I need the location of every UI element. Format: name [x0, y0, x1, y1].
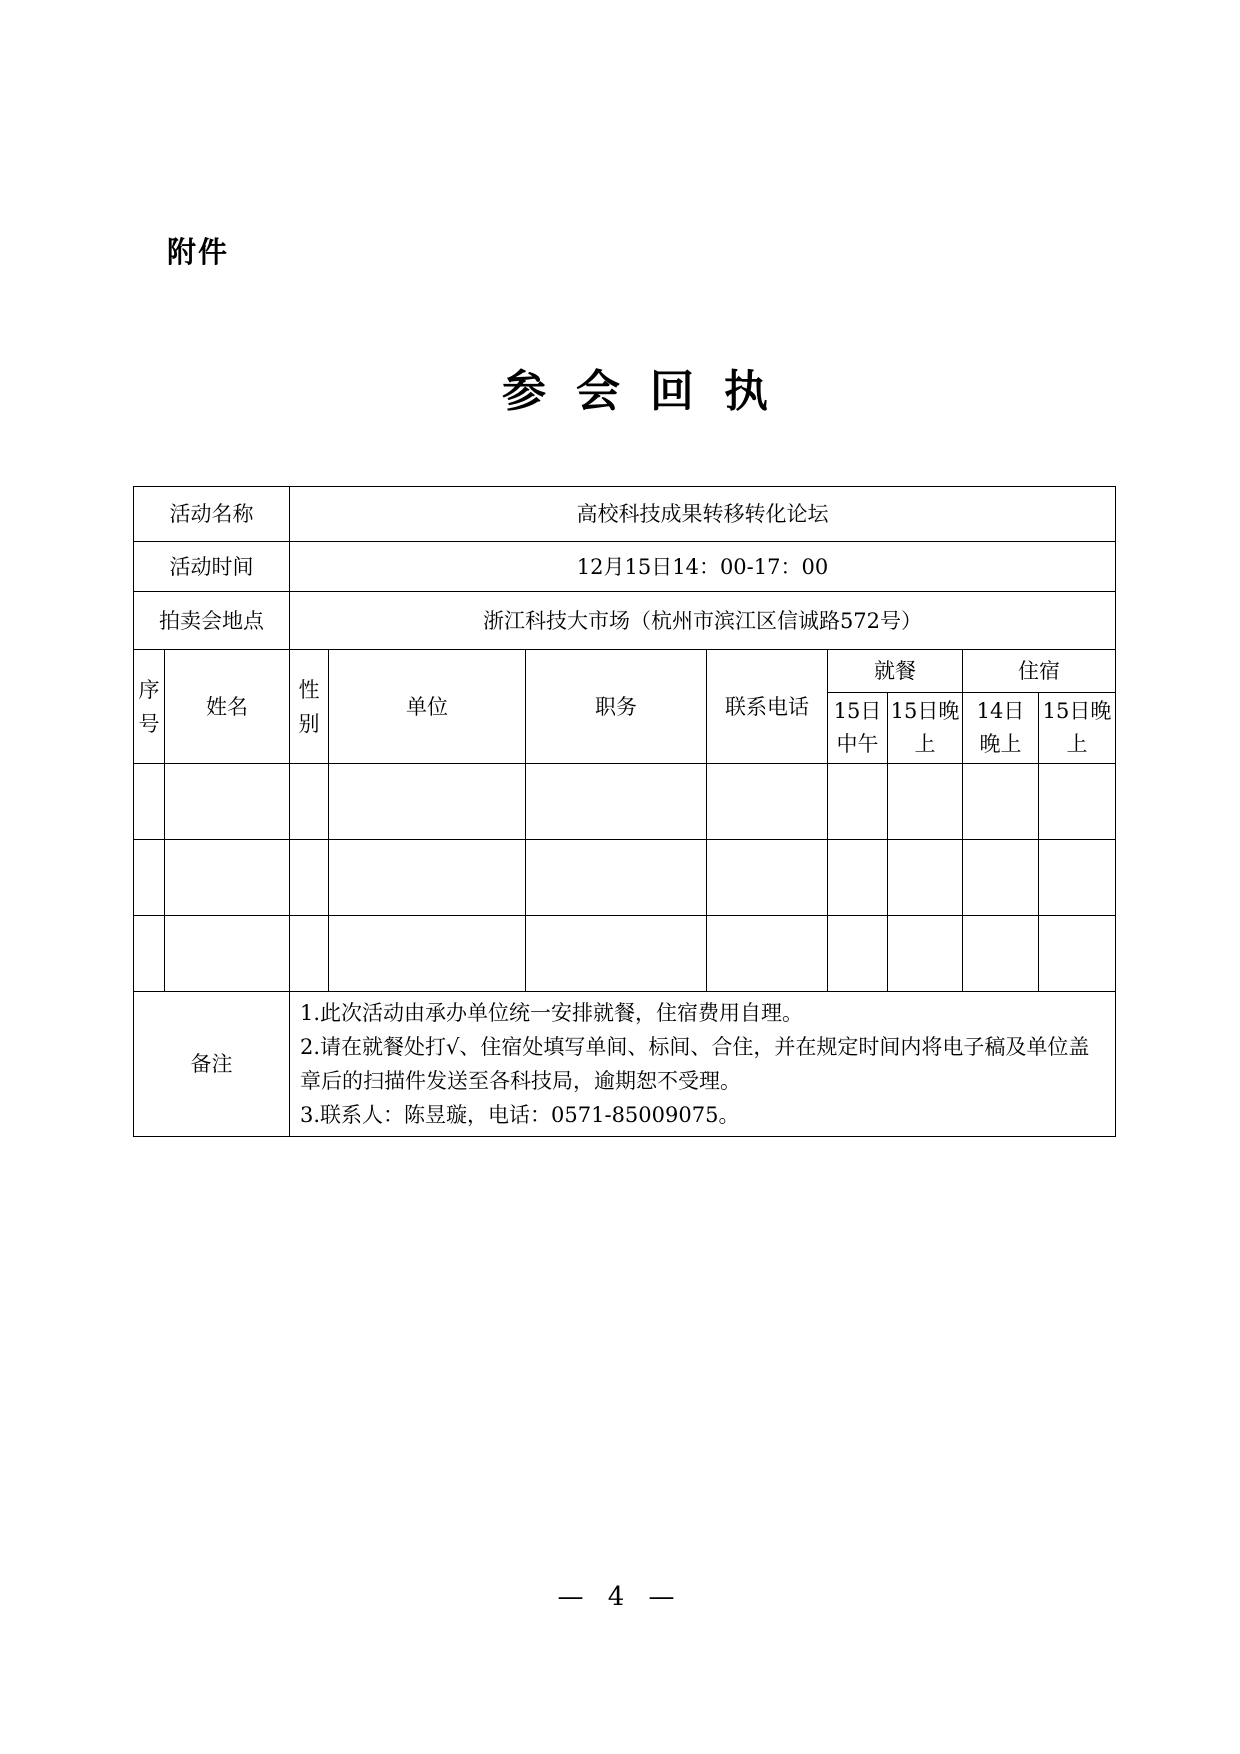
activity-name-value: 高校科技成果转移转化论坛 — [290, 487, 1116, 542]
activity-name-label: 活动名称 — [134, 487, 290, 542]
cell-meal-noon[interactable] — [828, 764, 888, 840]
col-gender-line1: 性 — [298, 677, 320, 702]
attachment-label: 附件 — [167, 235, 230, 269]
venue-label: 拍卖会地点 — [134, 592, 290, 650]
cell-lodge-14[interactable] — [963, 916, 1039, 992]
cell-lodge-14[interactable] — [963, 764, 1039, 840]
col-lodge-14-line1: 14日 — [976, 699, 1025, 723]
col-lodge-15-line2: 上 — [1066, 732, 1088, 756]
page-title: 参会回执 — [502, 366, 798, 417]
cell-gender[interactable] — [290, 764, 329, 840]
note-item-1: 1.此次活动由承办单位统一安排就餐，住宿费用自理。 — [300, 1001, 804, 1025]
activity-time-label: 活动时间 — [134, 542, 290, 592]
cell-phone[interactable] — [707, 840, 828, 916]
cell-name[interactable] — [165, 764, 290, 840]
col-meal-15-evening — [888, 693, 963, 764]
cell-name[interactable] — [165, 916, 290, 992]
note-item-2: 2.请在就餐处打√、住宿处填写单间、标间、合住，并在规定时间内将电子稿及单位盖章后的扫描件发送至各科技局，逾期恕不受理。 — [300, 1035, 1090, 1093]
col-name-header: 姓名 — [165, 650, 290, 764]
cell-seq[interactable] — [134, 916, 165, 992]
cell-seq[interactable] — [134, 764, 165, 840]
cell-meal-noon[interactable] — [828, 916, 888, 992]
col-meal-15-eve-line2: 上 — [914, 732, 936, 756]
notes-label: 备注 — [134, 992, 290, 1137]
cell-meal-evening[interactable] — [888, 764, 963, 840]
cell-unit[interactable] — [329, 840, 526, 916]
col-lodge-15-evening — [1039, 693, 1116, 764]
cell-phone[interactable] — [707, 916, 828, 992]
registration-form-table — [133, 486, 1116, 1137]
col-lodging-header: 住宿 — [963, 650, 1116, 693]
col-meal-15-noon-line2: 中午 — [836, 732, 879, 756]
cell-position[interactable] — [526, 840, 707, 916]
cell-lodge-14[interactable] — [963, 840, 1039, 916]
table-row — [134, 764, 1116, 840]
col-position-header: 职务 — [526, 650, 707, 764]
col-lodge-15-line1: 15日晚 — [1042, 699, 1112, 723]
cell-name[interactable] — [165, 840, 290, 916]
cell-meal-evening[interactable] — [888, 840, 963, 916]
cell-lodge-15[interactable] — [1039, 840, 1116, 916]
cell-lodge-15[interactable] — [1039, 916, 1116, 992]
cell-meal-evening[interactable] — [888, 916, 963, 992]
note-item-3: 3.联系人：陈昱璇，电话：0571-85009075。 — [300, 1103, 740, 1127]
activity-time-value: 12月15日14：00-17：00 — [290, 542, 1116, 592]
cell-position[interactable] — [526, 916, 707, 992]
col-meal-15-noon — [828, 693, 888, 764]
page-number: — 4 — — [557, 1582, 683, 1612]
col-seq-line1: 序 — [138, 677, 160, 702]
col-seq-header — [134, 650, 165, 764]
cell-position[interactable] — [526, 764, 707, 840]
cell-phone[interactable] — [707, 764, 828, 840]
table-row — [134, 840, 1116, 916]
col-seq-line2: 号 — [138, 711, 160, 736]
col-meals-header: 就餐 — [828, 650, 963, 693]
cell-unit[interactable] — [329, 916, 526, 992]
table-row — [134, 916, 1116, 992]
cell-gender[interactable] — [290, 840, 329, 916]
cell-gender[interactable] — [290, 916, 329, 992]
col-unit-header: 单位 — [329, 650, 526, 764]
cell-unit[interactable] — [329, 764, 526, 840]
col-gender-header — [290, 650, 329, 764]
col-gender-line2: 别 — [298, 711, 320, 736]
col-lodge-14-evening — [963, 693, 1039, 764]
notes-content — [290, 992, 1116, 1137]
cell-meal-noon[interactable] — [828, 840, 888, 916]
col-meal-15-noon-line1: 15日 — [833, 699, 882, 723]
col-meal-15-eve-line1: 15日晚 — [890, 699, 960, 723]
venue-value: 浙江科技大市场（杭州市滨江区信诚路572号） — [290, 592, 1116, 650]
cell-seq[interactable] — [134, 840, 165, 916]
col-phone-header: 联系电话 — [707, 650, 828, 764]
col-lodge-14-line2: 晚上 — [979, 732, 1022, 756]
cell-lodge-15[interactable] — [1039, 764, 1116, 840]
